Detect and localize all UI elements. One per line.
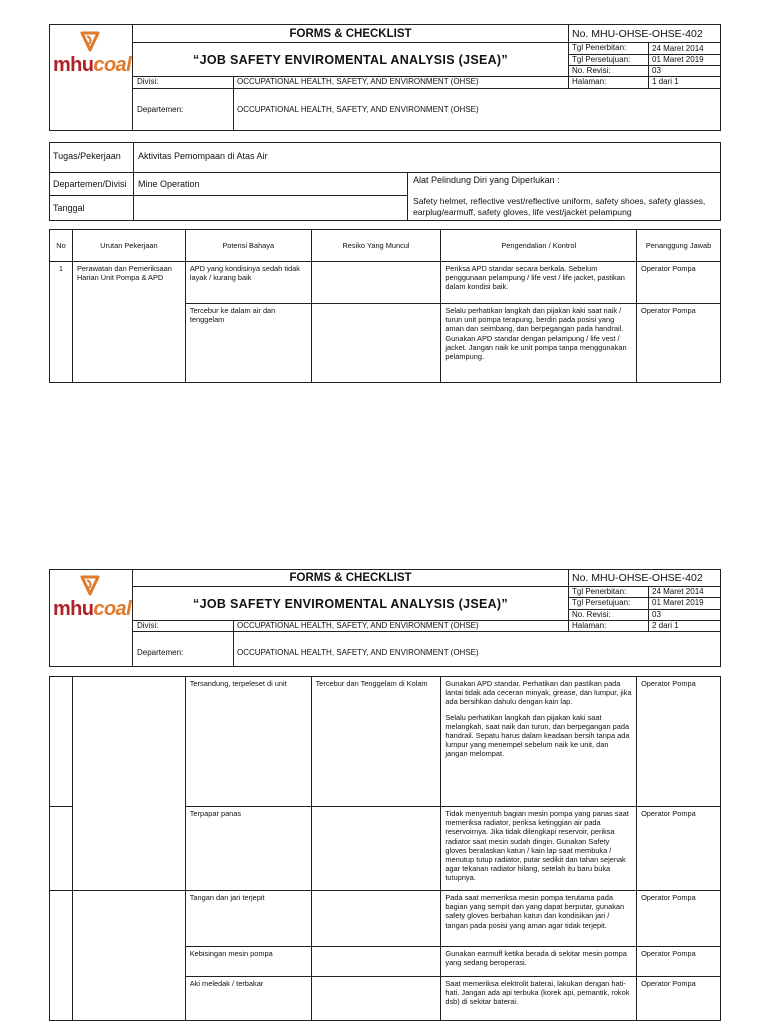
table-row (50, 977, 721, 1021)
cell-potensi: Aki meledak / terbakar (185, 977, 311, 1021)
divisi-value: OCCUPATIONAL HEALTH, SAFETY, AND ENVIRONMENT (OHSE) (237, 77, 479, 86)
dept-label: Departemen/Divisi (53, 179, 127, 189)
header-pj: Penanggung Jawab (637, 230, 721, 262)
tgl-penerbitan-value: 24 Maret 2014 (652, 44, 704, 53)
cell-urutan (72, 807, 185, 891)
tgl-persetujuan-value: 01 Maret 2019 (652, 598, 704, 607)
cell-resiko (311, 977, 441, 1021)
cell-urutan (72, 304, 185, 383)
header-urutan: Urutan Pekerjaan (72, 230, 185, 262)
table-row (50, 807, 721, 891)
cell-kontrol (441, 677, 637, 807)
cell-resiko (311, 807, 441, 891)
cell-pj: Operator Pompa (637, 304, 721, 383)
cell-potensi: Terpapar panas (185, 807, 311, 891)
form-title: “JOB SAFETY ENVIROMENTAL ANALYSIS (JSEA)” (193, 53, 508, 67)
apd-value: Safety helmet, reflective vest/reflective uniform, safety shoes, safety glasses, earplug/earmuff, safety gloves, life vest/jacket pelampung (413, 196, 706, 217)
header-kontrol: Pengendalian / Kontrol (441, 230, 637, 262)
cell-no (50, 807, 73, 891)
mhucoal-logo-icon (79, 574, 101, 596)
kontrol-paragraph: Selalu perhatikan langkah dan pijakan kaki saat melangkah, saat naik dan turun, dan berpegangan pada handrail. Sepatu harus dalam keadaan bersih tanpa ada lumpur yang menempel sebelum naik ke unit, dan jangan melompat. (445, 712, 630, 759)
cell-kontrol: Periksa APD standar secara berkala. Sebelum penggunaan pelampung / life vest / life jacket, pastikan dalam kondisi baik. (441, 262, 637, 304)
tgl-persetujuan-label: Tgl Persetujuan: (572, 55, 631, 64)
cell-potensi: Kebisingan mesin pompa (185, 947, 311, 977)
cell-resiko (311, 304, 441, 383)
tgl-persetujuan-label: Tgl Persetujuan: (572, 598, 631, 607)
no-revisi-label: No. Revisi: (572, 610, 611, 619)
tgl-penerbitan-label: Tgl Penerbitan: (572, 587, 627, 596)
cell-resiko (311, 262, 441, 304)
cell-urutan (72, 891, 185, 947)
table-row (50, 677, 721, 807)
cell-kontrol: Saat memeriksa elektrolit baterai, lakukan dengan hati-hati. Jangan ada api terbuka (korek api, pemantik, rokok dsb) di sekitar baterai. (441, 977, 637, 1021)
divisi-value: OCCUPATIONAL HEALTH, SAFETY, AND ENVIRONMENT (OHSE) (237, 621, 479, 630)
cell-pj: Operator Pompa (637, 891, 721, 947)
divisi-label: Divisi: (137, 77, 159, 86)
cell-resiko (311, 947, 441, 977)
divisi-label: Divisi: (137, 621, 159, 630)
logo-cell (49, 569, 133, 667)
table-header-row (50, 230, 721, 262)
halaman-value: 1 dari 1 (652, 77, 679, 86)
dept-value: Mine Operation (138, 179, 200, 189)
departemen-label: Departemen: (137, 105, 184, 114)
table-row (50, 947, 721, 977)
departemen-value: OCCUPATIONAL HEALTH, SAFETY, AND ENVIRONMENT (OHSE) (237, 648, 479, 657)
tugas-label: Tugas/Pekerjaan (53, 151, 121, 161)
cell-resiko (311, 891, 441, 947)
cell-kontrol: Pada saat memeriksa mesin pompa terutama pada bagian yang sempit dan yang dapat berputar, gunakan safety gloves berbahan katun dan kondisikan jari / tangan pada posisi yang aman agar tidak terjepit. (441, 891, 637, 947)
departemen-label: Departemen: (137, 648, 184, 657)
cell-resiko: Tercebur dan Tenggelam di Kolam (311, 677, 441, 807)
cell-pj: Operator Pompa (637, 807, 721, 891)
cell-pj: Operator Pompa (637, 262, 721, 304)
logo-text: mhucoal (53, 54, 132, 76)
tanggal-label: Tanggal (53, 203, 85, 213)
cell-pj: Operator Pompa (637, 677, 721, 807)
form-type: FORMS & CHECKLIST (289, 28, 412, 40)
no-revisi-value: 03 (652, 610, 661, 619)
header-potensi: Potensi Bahaya (185, 230, 311, 262)
cell-no (50, 677, 73, 807)
cell-urutan: Perawatan dan Pemeriksaan Harian Unit Pompa & APD (72, 262, 185, 304)
form-type: FORMS & CHECKLIST (289, 572, 412, 584)
cell-urutan (72, 977, 185, 1021)
cell-urutan (72, 947, 185, 977)
cell-potensi: APD yang kondisinya sedah tidak layak / kurang baik (185, 262, 311, 304)
departemen-value: OCCUPATIONAL HEALTH, SAFETY, AND ENVIRONMENT (OHSE) (237, 105, 479, 114)
jsea-table-page2 (49, 676, 721, 1021)
table-row (50, 304, 721, 383)
table-row (50, 262, 721, 304)
cell-no (50, 891, 73, 947)
no-revisi-label: No. Revisi: (572, 66, 611, 75)
cell-potensi: Tersandung, terpeleset di unit (185, 677, 311, 807)
form-title: “JOB SAFETY ENVIROMENTAL ANALYSIS (JSEA)” (193, 597, 508, 611)
logo-cell (49, 24, 133, 131)
halaman-label: Halaman: (572, 621, 607, 630)
apd-label: Alat Pelindung Diri yang Diperlukan : (413, 175, 560, 185)
cell-kontrol: Gunakan earmuff ketika berada di sekitar mesin pompa yang sedang beroperasi. (441, 947, 637, 977)
tugas-value: Aktivitas Pemompaan di Atas Air (138, 151, 268, 161)
cell-no (50, 977, 73, 1021)
cell-no: 1 (50, 262, 73, 304)
kontrol-paragraph: Gunakan APD standar. Perhatikan dan pastikan pada lantai tidak ada ceceran minyak, grease, dan lumpur, jika ada bersihkan dahulu dengan kain lap. (445, 679, 632, 707)
logo-text: mhucoal (53, 598, 132, 620)
doc-number: No. MHU-OHSE-OHSE-402 (572, 572, 703, 584)
jsea-table-page1 (49, 229, 721, 383)
mhucoal-logo-icon (79, 30, 101, 52)
cell-pj: Operator Pompa (637, 947, 721, 977)
tgl-persetujuan-value: 01 Maret 2019 (652, 55, 704, 64)
header-no: No (50, 230, 73, 262)
doc-number: No. MHU-OHSE-OHSE-402 (572, 28, 703, 40)
tgl-penerbitan-label: Tgl Penerbitan: (572, 43, 627, 52)
cell-no (50, 304, 73, 383)
header-resiko: Resiko Yang Muncul (311, 230, 441, 262)
cell-kontrol: Tidak menyentuh bagian mesin pompa yang panas saat memeriksa radiator, periksa ketinggian air pada reservoirnya. Jika tidak dilengkapi reservoir, periksa radiator saat mesin sudah dingin. Gunakan Safety gloves beralaskan katun / kain lap saat membuka / menutup tutup radiator, putar sedikit dan tahan sejenak agar tekanan radiator hilang, setelah itu baru buka tutupnya. (441, 807, 637, 891)
cell-potensi: Tangan dan jari terjepit (185, 891, 311, 947)
cell-pj: Operator Pompa (637, 977, 721, 1021)
cell-no (50, 947, 73, 977)
cell-kontrol: Selalu perhatikan langkah dan pijakan kaki saat naik / turun unit pompa terapung, berdiri pada posisi yang aman dan seimbang, dan berpegangan pada handrail. Gunakan APD standar dengan pelampung / life vest / jacket. Jangan naik ke unit pompa tanpa menggunakan pelampung. (441, 304, 637, 383)
halaman-label: Halaman: (572, 77, 607, 86)
halaman-value: 2 dari 1 (652, 621, 679, 630)
cell-potensi: Tercebur ke dalam air dan tenggelam (185, 304, 311, 383)
tgl-penerbitan-value: 24 Maret 2014 (652, 587, 704, 596)
table-row (50, 891, 721, 947)
no-revisi-value: 03 (652, 66, 661, 75)
cell-urutan (72, 677, 185, 807)
